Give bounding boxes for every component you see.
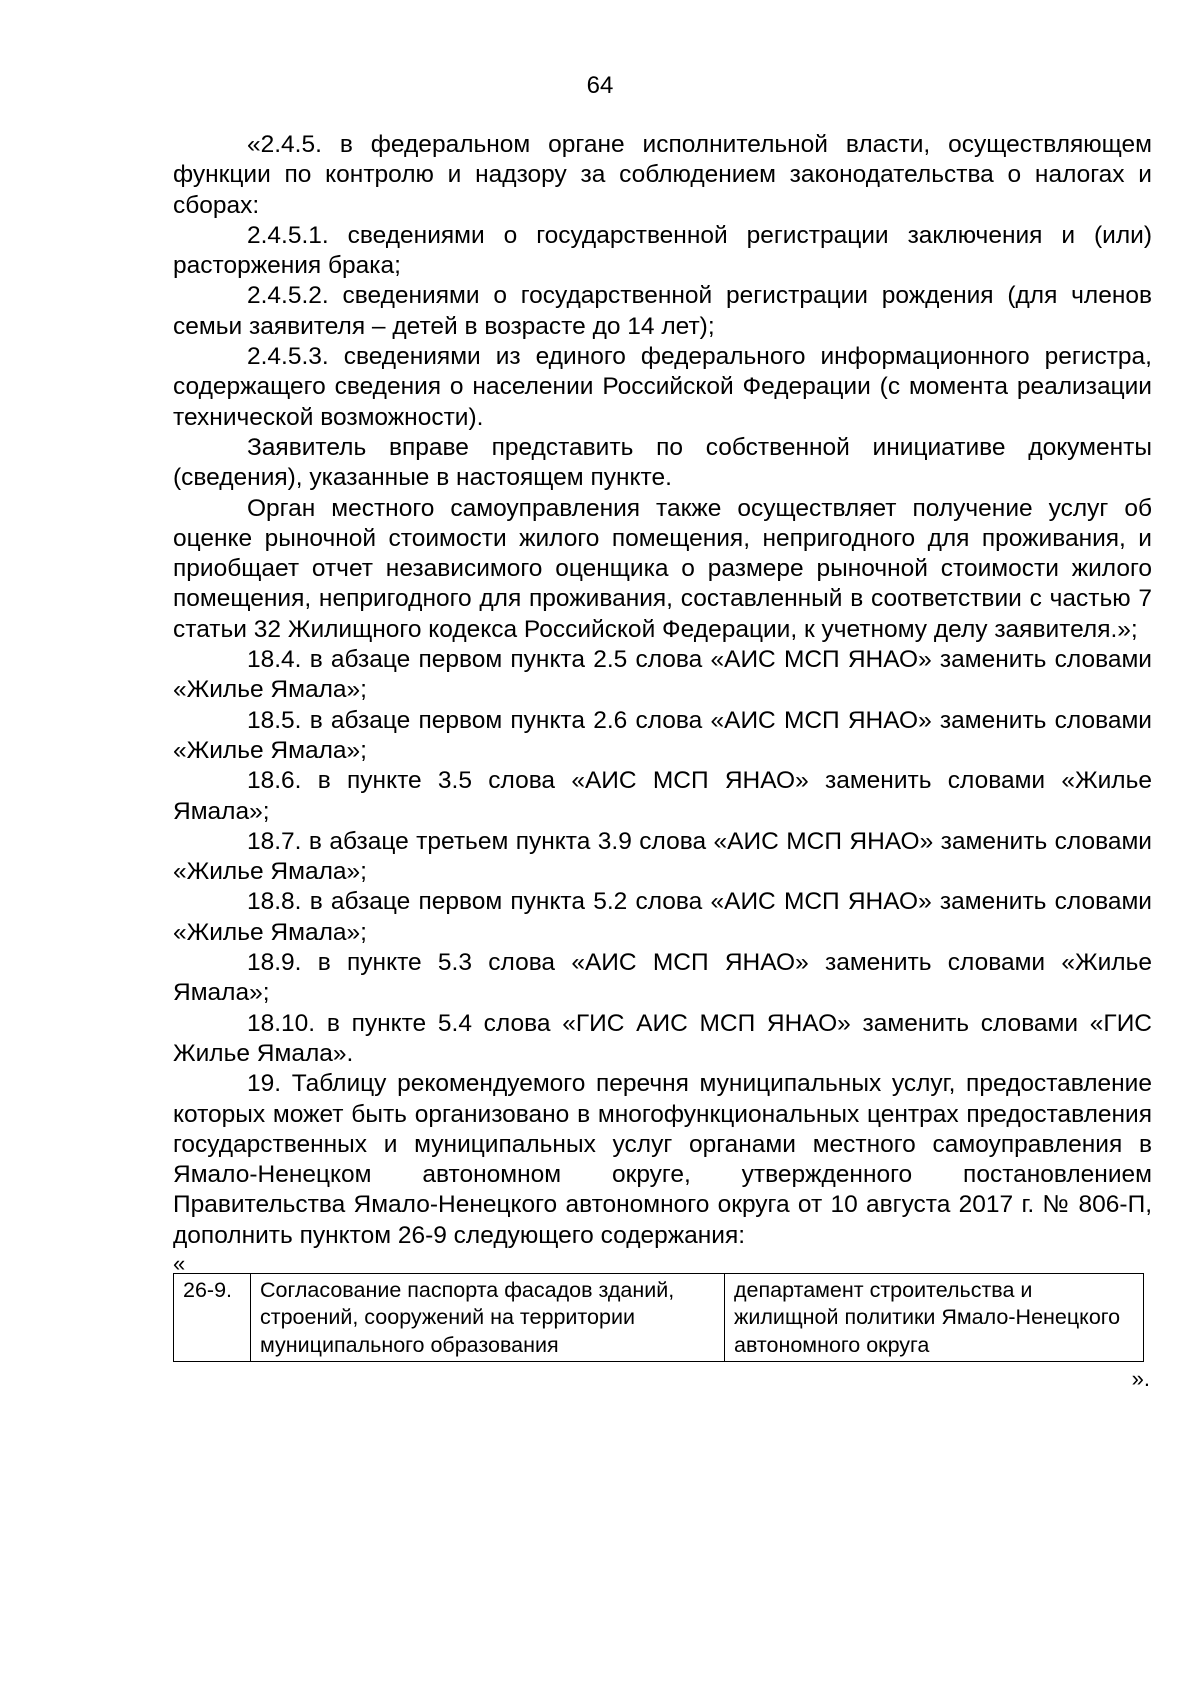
paragraph-18-7: 18.7. в абзаце третьем пункта 3.9 слова «АИС МСП ЯНАО» заменить словами «Жилье Ямала»; — [173, 827, 1152, 886]
paragraph-local-authority: Орган местного самоуправления также осуществляет получение услуг об оценке рыночной стоимости жилого помещения, непригодного для проживания, и приобщает отчет независимого оценщика о размере рыночной стоимости жилого помещения, непригодного для проживания, составленный в соответствии с частью 7 статьи 32 Жилищного кодекса Российской Федерации, к учетному делу заявителя.»; — [173, 494, 1152, 643]
paragraph-18-4: 18.4. в абзаце первом пункта 2.5 слова «АИС МСП ЯНАО» заменить словами «Жилье Ямала»; — [173, 646, 1152, 704]
opening-quote: « — [173, 1250, 186, 1276]
paragraph-applicant-right: Заявитель вправе представить по собственной инициативе документы (сведения), указанные в настоящем пункте. — [173, 433, 1152, 492]
service-name-cell: Согласование паспорта фасадов зданий, строений, сооружений на территории муниципального образования — [251, 1273, 725, 1362]
paragraph-18-8: 18.8. в абзаце первом пункта 5.2 слова «АИС МСП ЯНАО» заменить словами «Жилье Ямала»; — [173, 888, 1152, 946]
page-number: 64 — [586, 72, 614, 99]
paragraph-19: 19. Таблицу рекомендуемого перечня муниципальных услуг, предоставление которых может быть организовано в многофункциональных центрах предоставления государственных и муниципальных услуг органами местного самоуправления в Ямало-Ненецком автономном округе, утвержденного постановлением Правительства Ямало-Ненецкого автономного округа от 10 августа 2017 г. № 806-П, дополнить пунктом 26-9 следующего содержания: — [173, 1070, 1152, 1249]
paragraph-18-6: 18.6. в пункте 3.5 слова «АИС МСП ЯНАО» заменить словами «Жилье Ямала»; — [173, 767, 1152, 825]
paragraph-2-4-5-2: 2.4.5.2. сведениями о государственной регистрации рождения (для членов семьи заявителя – детей в возрасте до 14 лет); — [173, 282, 1152, 340]
paragraph-2-4-5-3: 2.4.5.3. сведениями из единого федерального информационного регистра, содержащего сведения о населении Российской Федерации (с момента реализации технической возможности). — [173, 343, 1152, 431]
service-authority-cell: департамент строительства и жилищной политики Ямало-Ненецкого автономного округа — [725, 1273, 1144, 1362]
services-table — [173, 1273, 1144, 1363]
paragraph-18-10: 18.10. в пункте 5.4 слова «ГИС АИС МСП ЯНАО» заменить словами «ГИС Жилье Ямала». — [173, 1009, 1152, 1067]
service-number-cell: 26-9. — [174, 1273, 251, 1362]
paragraph-18-9: 18.9. в пункте 5.3 слова «АИС МСП ЯНАО» заменить словами «Жилье Ямала»; — [173, 949, 1152, 1007]
paragraph-2-4-5-1: 2.4.5.1. сведениями о государственной регистрации заключения и (или) расторжения брака; — [173, 221, 1152, 280]
table-row — [174, 1273, 1144, 1362]
paragraph-18-5: 18.5. в абзаце первом пункта 2.6 слова «АИС МСП ЯНАО» заменить словами «Жилье Ямала»; — [173, 706, 1152, 764]
document-body — [173, 130, 1152, 1396]
closing-quote: ». — [1131, 1366, 1150, 1392]
paragraph-2-4-5: «2.4.5. в федеральном органе исполнительной власти, осуществляющем функции по контролю и надзору за соблюдением законодательства о налогах и сборах: — [173, 131, 1152, 219]
